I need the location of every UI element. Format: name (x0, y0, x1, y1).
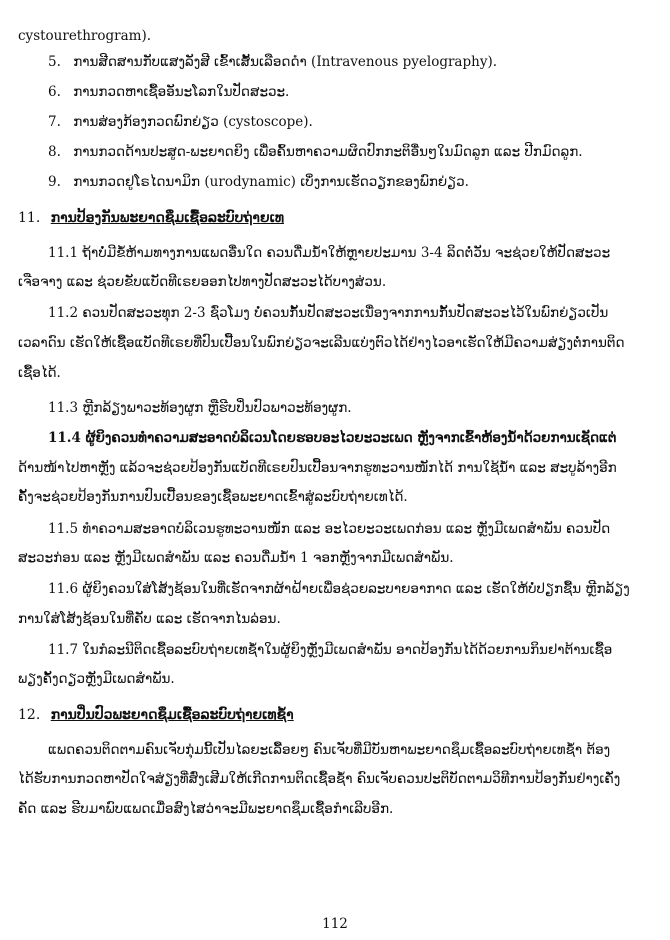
para-11-4-line-2: ດ້ານໜ້າໄປຫາຫຼັງ ແລ້ວຈະຊ່ວຍປ້ອງກັນແບັດທີເຣຍປົນເປື້ອນຈາກຮູທະວານໜັກໄດ້ ການໃຊ້ນ້ຳ ແລະ ສະບູລ້າງອີກ (18, 460, 617, 476)
para-11-4-line-3: ຄັ້ງຈະຊ່ວຍປ້ອງກັນການປົນເປື້ອນຂອງເຊື້ອພະຍາດເຂົ້າສູ່ລະບົບຖ່າຍເທໄດ້. (18, 489, 408, 505)
para-11-2-line-3: ເຊື້ອໄດ້. (18, 365, 61, 381)
list-item-6: 6. ການກວດຫາເຊື້ອອັນະໂລກໃນປັດສະວະ. (48, 84, 290, 100)
list-item-7: 7. ການສ່ອງກ້ອງກວດພົກຍ່ຽວ (cystoscope). (48, 114, 313, 130)
page-number: 112 (322, 916, 348, 932)
para-11-7-line-1: 11.7 ໃນກໍລະນີຕິດເຊື້ອລະບົບຖ່າຍເທຊ້ຳໃນຜູ້ຍິງຫຼັງມີເພດສຳພັນ ອາດປ້ອງກັນໄດ້ດ້ວຍການກິນຢາຕ້ານເຊື້ອ (48, 642, 613, 658)
para-11-6-line-2: ການໃສ່ໂສ້ງຊ້ອນໃນທີ່ຄັບ ແລະ ເຮັດຈາກໄນລ່ອນ. (18, 611, 281, 627)
para-11-6-line-1: 11.6 ຜູ້ຍິງຄວນໃສ່ໂສ້ງຊ້ອນໃນທີ່ເຮັດຈາກຜ້າຝ້າຍເພື່ອຊ່ວຍລະບາຍອາກາດ ແລະ ເຮັດໃຫ້ບໍ່ປຽກຊື້ນ ຫຼີກລ້ຽງ (48, 581, 630, 597)
section-12-heading: 12. ການປິ່ນປົວພະຍາດຊຶມເຊື້ອລະບົບຖ່າຍເທຊ້ຳ (18, 707, 294, 723)
para-11-4-line-1: 11.4 ຜູ້ຍິງຄວນທຳຄວາມສະອາດບໍລິເວນໂດຍຮອບອະໄວຍະວະເພດ ຫຼັງຈາກເຂົ້າຫ້ອງນ້ຳດ້ວຍການເຊັດແຕ່ (48, 430, 617, 446)
para-11-1-line-2: ເຈືອຈາງ ແລະ ຊ່ວຍຂັບແບັດທີເຣຍອອກໄປທາງປັດສະວະໄດ້ບາງສ່ວນ. (18, 274, 387, 290)
section-11-heading: 11. ການປ້ອງກັນພະຍາດຊຶມເຊື້ອລະບົບຖ່າຍເທ (18, 210, 284, 226)
para-12-line-2: ໄດ້ຮັບການກວດຫາປັດໃຈສ່ຽງທີ່ສົ່ງເສີມໃຫ້ເກີດການຕິດເຊື້ອຊ້ຳ ຄົນເຈັບຄວນປະຕິບັດຕາມວິທີການປ້ອງກັນຢ່າງເຄັ່ງ (18, 771, 621, 787)
section-12-title: ການປິ່ນປົວພະຍາດຊຶມເຊື້ອລະບົບຖ່າຍເທຊ້ຳ (50, 707, 294, 723)
para-11-2-line-1: 11.2 ຄວນປັດສະວະທຸກ 2-3 ຊົ່ວໂມງ ບໍ່ຄວນກັ້ນປັດສະວະເນື່ອງຈາກການກັ້ນປັດສະວະໄວ້ໃນພົກຍ່ຽວເປັນ (48, 305, 609, 321)
para-11-5-line-1: 11.5 ທຳຄວາມສະອາດບໍລິເວນຮູທະວານໜັກ ແລະ ອະໄວຍະວະເພດກ່ອນ ແລະ ຫຼັງມີເພດສຳພັນ ຄວນປັດ (48, 521, 611, 537)
para-11-1-line-1: 11.1 ຖ້າບໍ່ມີຂໍ້ຫ້າມທາງການແພດອື່ນໃດ ຄວນດື່ມນ້ຳໃຫ້ຫຼາຍປະມານ 3-4 ລິດຕໍ່ວັນ ຈະຊ່ວຍໃຫ້ປັດສະວະ (48, 245, 611, 261)
para-12-line-3: ຄັດ ແລະ ຮີບມາພົບແພດເມື່ອສົງໄສວ່າຈະມີພະຍາດຊຶມເຊື້ອກຳເລີບອີກ. (18, 801, 394, 817)
top-fragment: cystourethrogram). (18, 28, 152, 44)
section-11-title: ການປ້ອງກັນພະຍາດຊຶມເຊື້ອລະບົບຖ່າຍເທ (50, 210, 284, 226)
list-item-9: 9. ການກວດຢູໂຣໄດນາມິກ (urodynamic) ເບິ່ງການເຮັດວຽກຂອງພົກຍ່ຽວ. (48, 174, 469, 190)
para-11-3-line-1: 11.3 ຫຼີກລ້ຽງພາວະທ້ອງຜູກ ຫຼືຮີບປິ່ນປົວພາວະທ້ອງຜູກ. (48, 400, 352, 416)
list-item-8: 8. ການກວດດ້ານປະສູດ-ພະຍາດຍິງ ເພື່ອຄົ້ນຫາຄວາມຜິດປົກກະຕິອື່ນໆໃນມົດລູກ ແລະ ປີກມົດລູກ. (48, 144, 583, 160)
para-12-line-1: ແພດຄວນຕິດຕາມຄົນເຈັບກຸ່ມນີ້ເປັນໄລຍະເລື້ອຍໆ ຄົນເຈັບທີ່ມີບັນຫາພະຍາດຊຶມເຊື້ອລະບົບຖ່າຍເທຊ້ຳ ຕ້ອງ (48, 742, 611, 758)
para-11-2-line-2: ເວລາດົນ ເຮັດໃຫ້ເຊື້ອແບັດທີເຣຍທີ່ປົນເປື້ອນໃນພົກຍ່ຽວຈະເລີນແບ່ງຕົວໄດ້ຢ່າງໄວອາເຮັດໃຫ້ມີຄວາມສ່ຽງຕໍ່ການຕິດ (18, 335, 625, 351)
list-item-5: 5. ການສີດສານກັບແສງລັງສີ ເຂົ້າເສັ້ນເລືອດດຳ (Intravenous pyelography). (48, 54, 498, 70)
para-11-5-line-2: ສະວະກ່ອນ ແລະ ຫຼັງມີເພດສຳພັນ ແລະ ຄວນດື່ມນ້ຳ 1 ຈອກຫຼັງຈາກມີເພດສຳພັນ. (18, 550, 454, 566)
para-11-7-line-2: ພຽງຄັ້ງດຽວຫຼັງມີເພດສຳພັນ. (18, 671, 175, 687)
